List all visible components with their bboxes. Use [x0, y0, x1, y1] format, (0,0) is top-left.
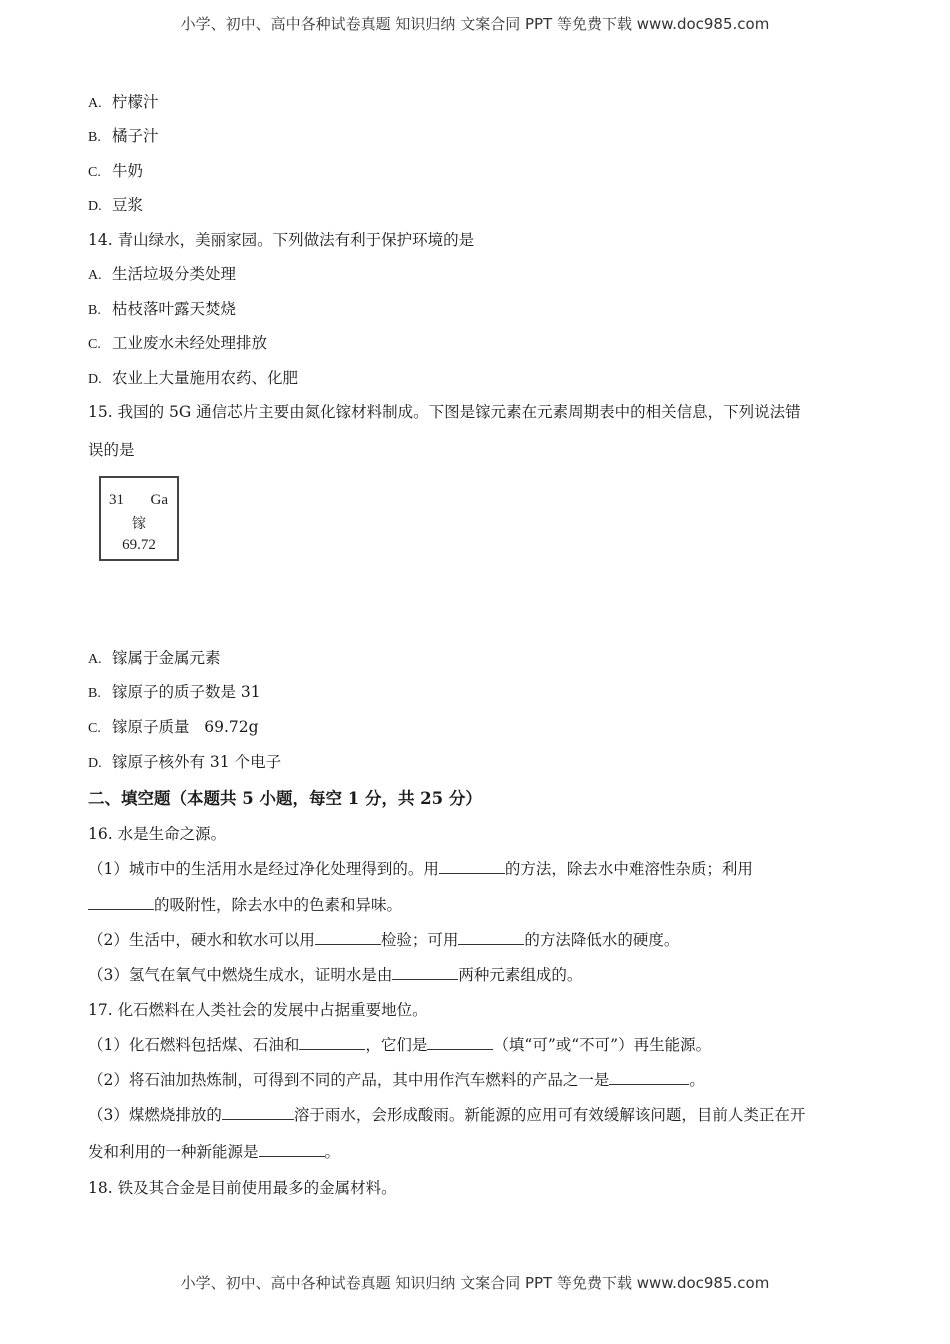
- answer-blank[interactable]: [222, 1105, 294, 1120]
- option-text: 农业上大量施用农药、化肥: [112, 369, 299, 387]
- text-segment: （填“可”或“不可”）再生能源。: [493, 1036, 712, 1054]
- option-letter: B.: [88, 686, 101, 701]
- option-text: 橘子汁: [112, 127, 159, 145]
- element-symbol: Ga: [150, 492, 168, 508]
- text-segment: （3）煤燃烧排放的: [88, 1106, 222, 1124]
- option-text: 镓原子质量 69.72g: [112, 718, 259, 736]
- q18-stem: 18. 铁及其合金是目前使用最多的金属材料。: [88, 1179, 397, 1197]
- q17-stem: 17. 化石燃料在人类社会的发展中占据重要地位。: [88, 1001, 428, 1019]
- text-segment: 。: [689, 1071, 705, 1089]
- answer-blank[interactable]: [609, 1070, 689, 1085]
- answer-blank[interactable]: [299, 1035, 365, 1050]
- q16-part1: [88, 857, 753, 879]
- gallium-element-card: [99, 476, 179, 561]
- option-letter: D.: [88, 372, 102, 387]
- option-letter: C.: [88, 721, 101, 736]
- element-name: 镓: [132, 516, 146, 532]
- option-text: 枯枝落叶露天焚烧: [112, 300, 237, 318]
- answer-blank[interactable]: [439, 859, 505, 874]
- option-letter: B.: [88, 130, 101, 145]
- option-letter: A.: [88, 652, 102, 667]
- atomic-number: 31: [109, 492, 124, 508]
- text-segment: 的方法，除去水中难溶性杂质；利用: [504, 860, 753, 878]
- option-letter: A.: [88, 96, 102, 111]
- text-segment: （2）将石油加热炼制，可得到不同的产品，其中用作汽车燃料的产品之一是: [88, 1071, 610, 1089]
- text-segment: 的吸附性，除去水中的色素和异味。: [154, 896, 403, 914]
- q13-option-b: [88, 124, 159, 146]
- q14-option-a: [88, 262, 236, 284]
- q15-stem-line2: 误的是: [88, 441, 135, 459]
- option-text: 牛奶: [112, 162, 144, 180]
- q17-part3: [88, 1103, 805, 1125]
- text-segment: （3）氢气在氧气中燃烧生成水，证明水是由: [88, 966, 393, 984]
- text-segment: 两种元素组成的。: [458, 966, 583, 984]
- q14-option-c: [88, 331, 267, 353]
- option-letter: C.: [88, 165, 101, 180]
- q16-part2: [88, 928, 679, 950]
- q15-stem-line1: 15. 我国的 5G 通信芯片主要由氮化镓材料制成。下图是镓元素在元素周期表中的相关信息，下列说法错: [88, 403, 801, 421]
- text-segment: 检验；可用: [380, 931, 459, 949]
- q17-part3-cont: [88, 1140, 340, 1162]
- q17-part1: [88, 1033, 711, 1055]
- q16-part3: [88, 963, 582, 985]
- text-segment: 发和利用的一种新能源是: [88, 1143, 259, 1161]
- q15-option-b: [88, 680, 261, 702]
- q13-option-d: [88, 193, 143, 215]
- q16-stem: 16. 水是生命之源。: [88, 825, 227, 843]
- answer-blank[interactable]: [392, 965, 458, 980]
- q17-part2: [88, 1068, 705, 1090]
- section-title: 二、填空题（本题共 5 小题，每空 1 分，共 25 分）: [88, 789, 482, 808]
- text-segment: ，它们是: [365, 1036, 428, 1054]
- option-letter: D.: [88, 756, 102, 771]
- q13-option-c: [88, 159, 143, 181]
- answer-blank[interactable]: [259, 1142, 325, 1157]
- page-footer: 小学、初中、高中各种试卷真题 知识归纳 文案合同 PPT 等免费下载 www.doc985.com: [180, 1274, 770, 1292]
- answer-blank[interactable]: [88, 895, 154, 910]
- q14-option-d: [88, 366, 298, 388]
- option-letter: C.: [88, 337, 101, 352]
- option-letter: A.: [88, 268, 102, 283]
- option-text: 豆浆: [112, 196, 144, 214]
- option-text: 柠檬汁: [112, 93, 159, 111]
- option-text: 生活垃圾分类处理: [112, 265, 237, 283]
- text-segment: （1）城市中的生活用水是经过净化处理得到的。用: [88, 860, 439, 878]
- option-text: 镓属于金属元素: [112, 649, 221, 667]
- atomic-mass: 69.72: [122, 537, 156, 553]
- q13-option-a: [88, 90, 159, 112]
- option-letter: B.: [88, 303, 101, 318]
- q16-part1-cont: [88, 893, 402, 915]
- q15-option-a: [88, 646, 221, 668]
- answer-blank[interactable]: [458, 930, 524, 945]
- answer-blank[interactable]: [427, 1035, 493, 1050]
- option-text: 工业废水未经处理排放: [112, 334, 268, 352]
- text-segment: （2）生活中，硬水和软水可以用: [88, 931, 315, 949]
- text-segment: （1）化石燃料包括煤、石油和: [88, 1036, 300, 1054]
- option-text: 镓原子核外有 31 个电子: [112, 753, 282, 771]
- option-text: 镓原子的质子数是 31: [112, 683, 261, 701]
- q15-option-c: [88, 715, 259, 737]
- q15-option-d: [88, 750, 281, 772]
- text-segment: 的方法降低水的硬度。: [524, 931, 680, 949]
- text-segment: 。: [324, 1143, 341, 1161]
- answer-blank[interactable]: [315, 930, 381, 945]
- text-segment: 溶于雨水，会形成酸雨。新能源的应用可有效缓解该问题，目前人类正在开: [293, 1106, 806, 1124]
- q14-stem: 14. 青山绿水，美丽家园。下列做法有利于保护环境的是: [88, 231, 475, 249]
- option-letter: D.: [88, 199, 102, 214]
- page-header: 小学、初中、高中各种试卷真题 知识归纳 文案合同 PPT 等免费下载 www.doc985.com: [180, 15, 770, 33]
- q14-option-b: [88, 297, 236, 319]
